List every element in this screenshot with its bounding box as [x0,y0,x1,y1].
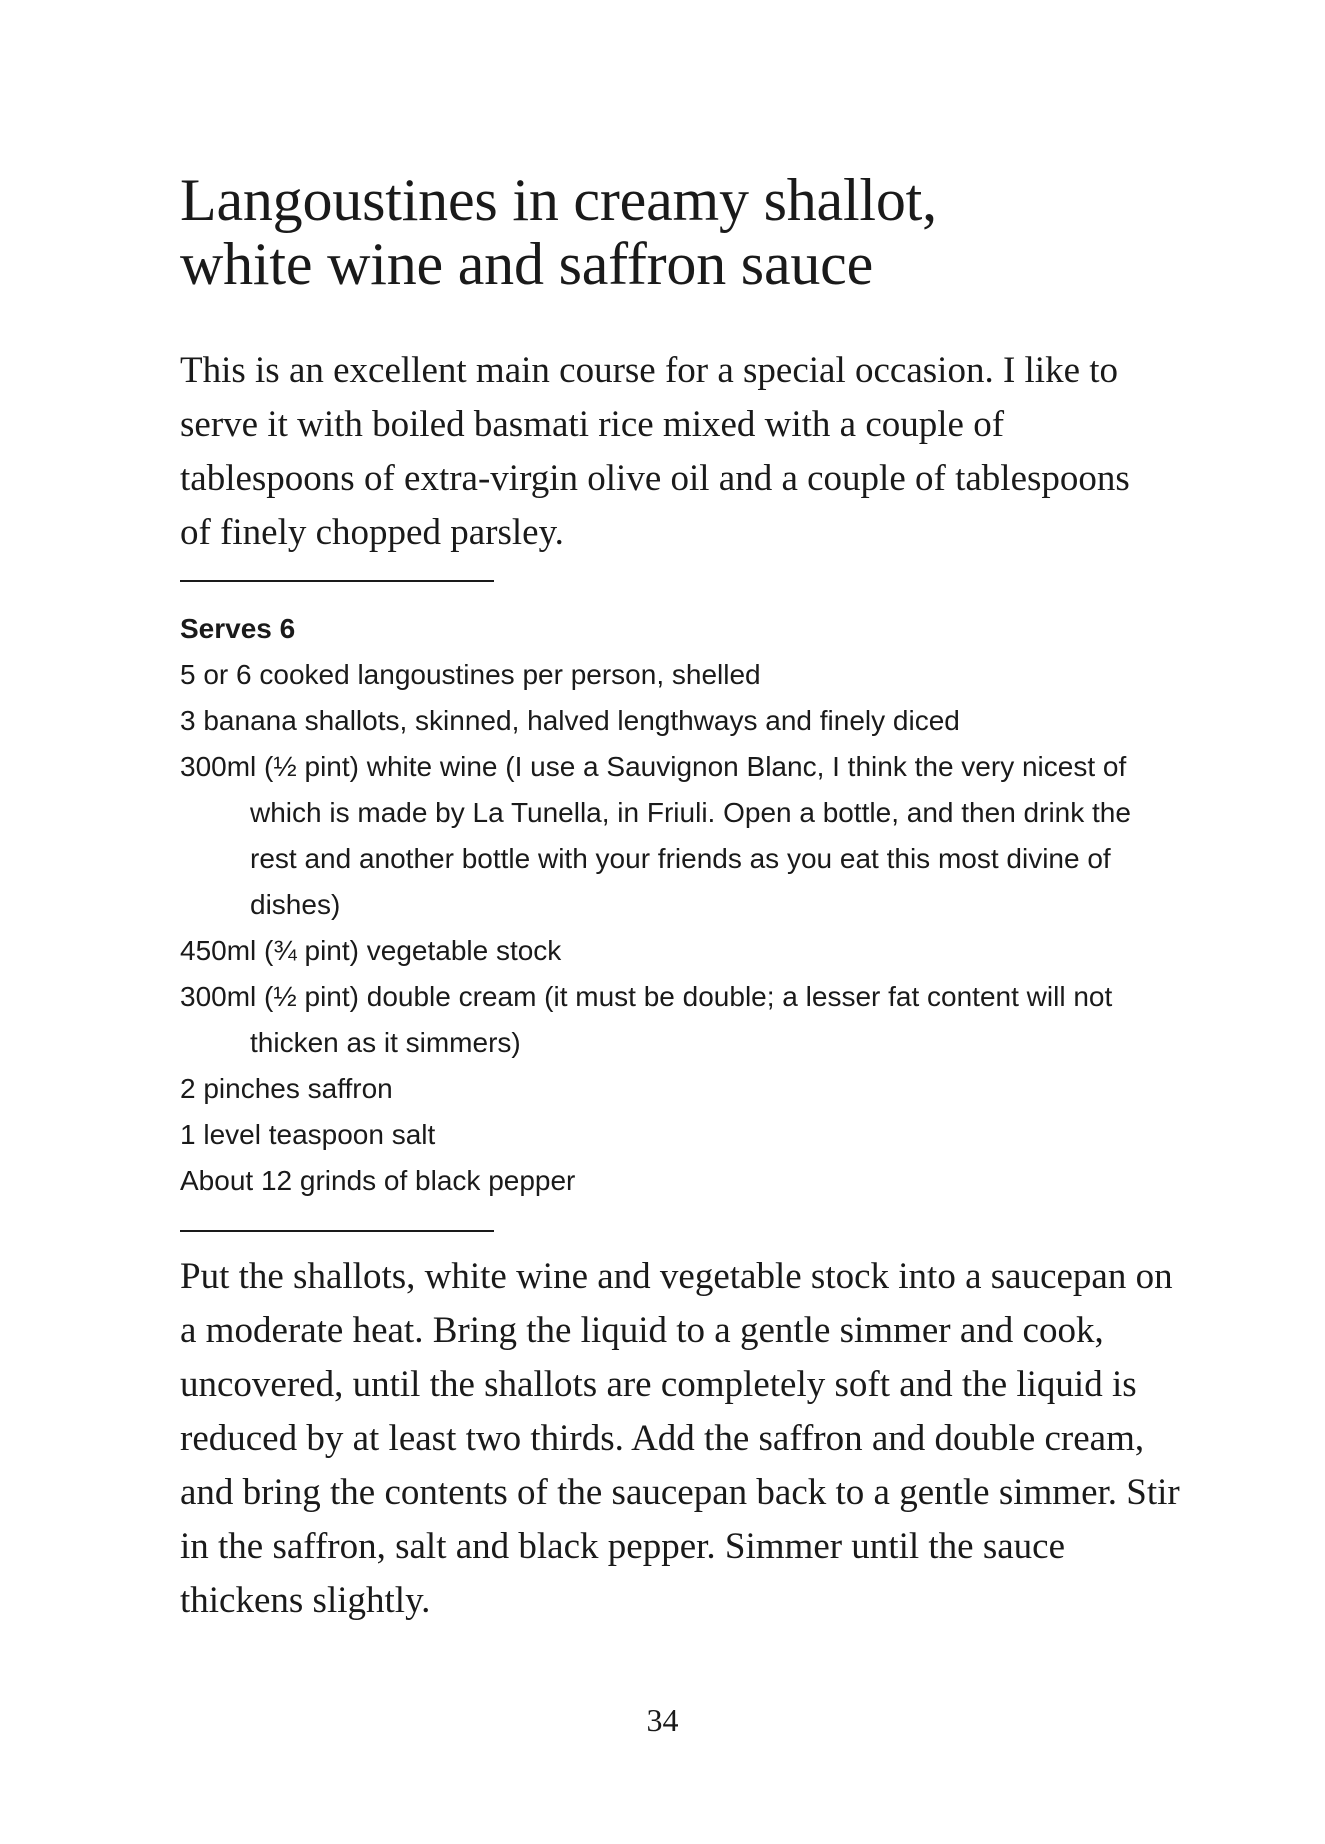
recipe-title-line-2: white wine and saffron sauce [180,231,874,297]
recipe-title [180,168,1180,296]
serves-label: Serves 6 [180,613,296,644]
ingredient-item: 1 level teaspoon salt [180,1119,436,1150]
page-number: 34 [646,1702,679,1738]
divider-top [180,580,494,582]
ingredient-item: 5 or 6 cooked langoustines per person, shelled [180,659,761,690]
recipe-intro: This is an excellent main course for a special occasion. I like to serve it with boiled basmati rice mixed with a couple of tablespoons of extra-virgin olive oil and a couple of tablespoons of finely chopped parsley. [180,350,1130,553]
ingredient-list [180,652,1180,1204]
ingredient-item: 3 banana shallots, skinned, halved lengthways and finely diced [180,705,960,736]
ingredient-item: 300ml (½ pint) white wine (I use a Sauvignon Blanc, I think the very nicest of which is made by La Tunella, in Friuli. Open a bottle, and then drink the rest and another bottle with your friends as you eat this most divine of dishes) [180,751,1131,920]
ingredient-item: About 12 grinds of black pepper [180,1165,576,1196]
recipe-title-line-1: Langoustines in creamy shallot, [180,167,937,233]
ingredient-item: 450ml (¾ pint) vegetable stock [180,935,562,966]
ingredients-section [180,606,1180,1204]
recipe-method: Put the shallots, white wine and vegetable stock into a saucepan on a moderate heat. Bring the liquid to a gentle simmer and cook, uncovered, until the shallots are completely soft and the liquid is reduced by at least two thirds. Add the saffron and double cream, and bring the contents of the saucepan back to a gentle simmer. Stir in the saffron, salt and black pepper. Simmer until the sauce thickens slightly. [180,1256,1180,1621]
divider-bottom [180,1230,494,1232]
ingredient-item: 300ml (½ pint) double cream (it must be double; a lesser fat content will not thicken as it simmers) [180,981,1113,1058]
recipe-page [180,168,1180,1628]
ingredient-item: 2 pinches saffron [180,1073,393,1104]
